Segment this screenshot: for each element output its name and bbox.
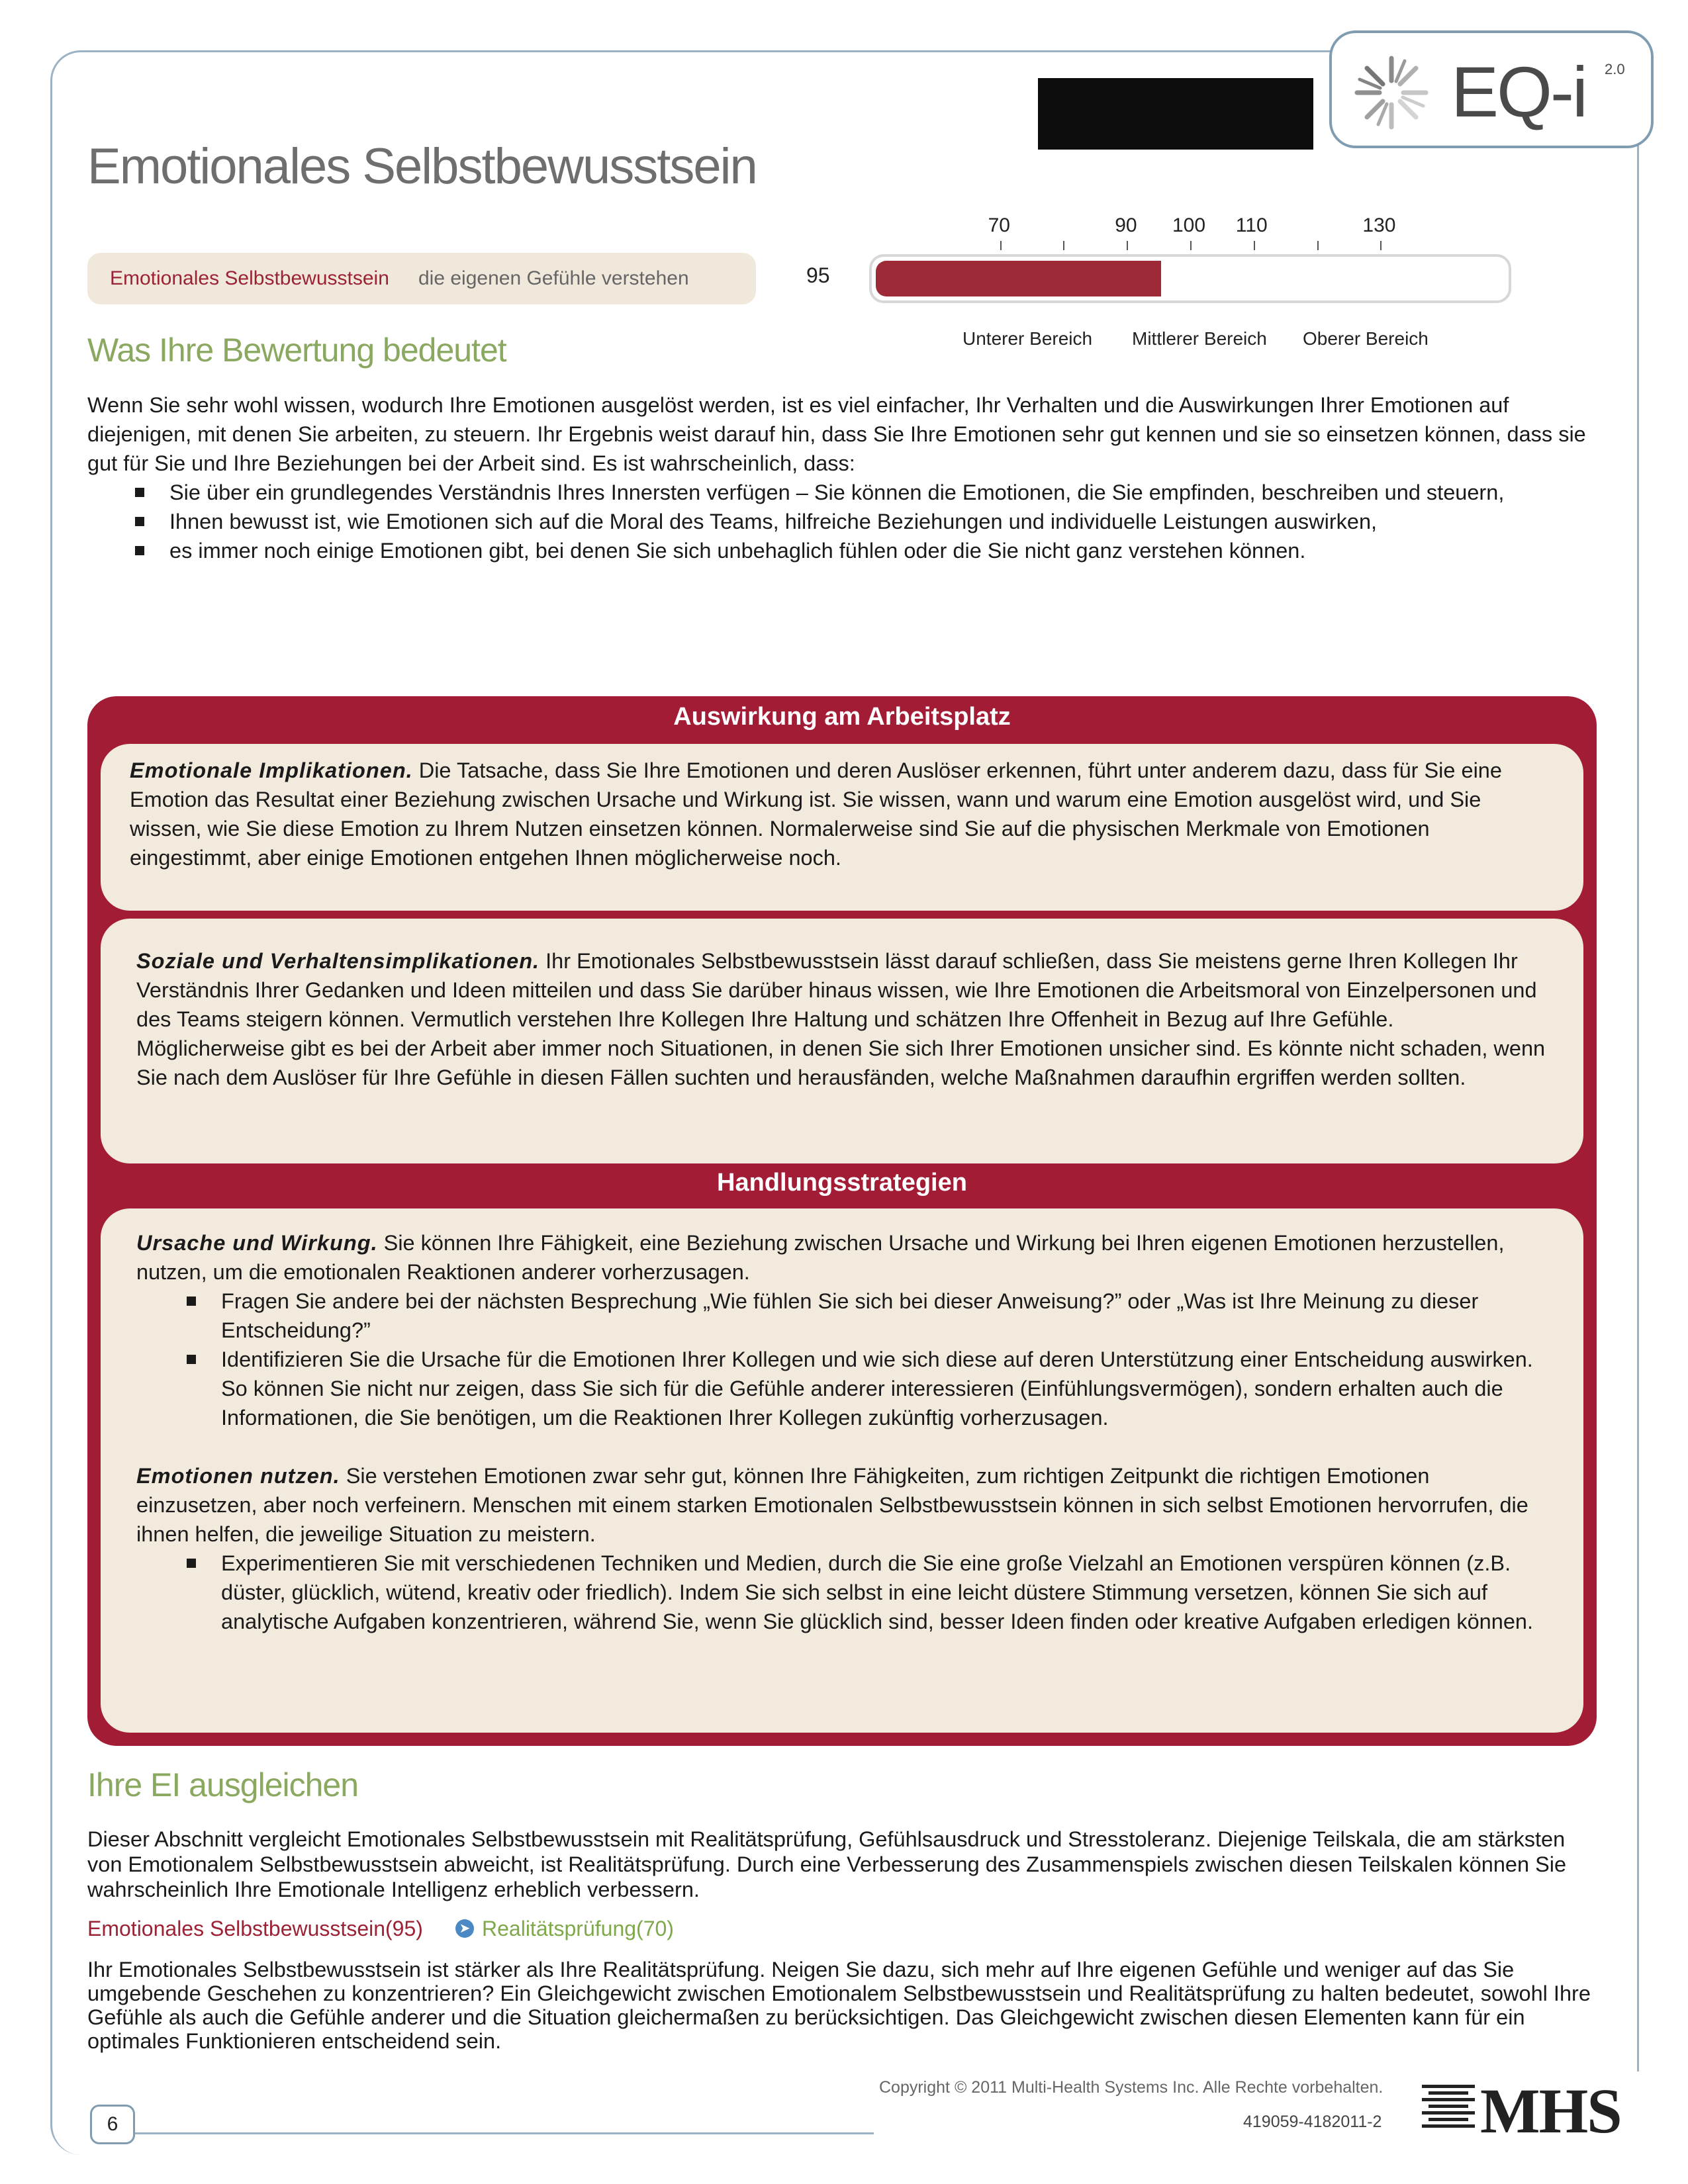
- copyright: Copyright © 2011 Multi-Health Systems Inc. Alle Rechte vorbehalten.: [879, 2078, 1383, 2097]
- score-bar: [869, 254, 1511, 303]
- meaning-bullets: [135, 478, 1591, 565]
- bullet-square-icon: [135, 546, 144, 555]
- subscale-name: Emotionales Selbstbewusstsein: [110, 267, 389, 289]
- bullet-square-icon: [135, 517, 144, 526]
- workplace-panel: [87, 696, 1597, 1746]
- list-item: Fragen Sie andere bei der nächsten Besprechung „Wie fühlen Sie sich bei dieser Anweisung?” oder „Was ist Ihre Meinung zu dieser Entscheidung?”: [187, 1287, 1546, 1345]
- range-upper: Oberer Bereich: [1303, 328, 1429, 349]
- emotional-implications-lead: Emotionale Implikationen.: [130, 758, 413, 782]
- emotional-implications-text: Emotionale Implikationen. Die Tatsache, dass Sie Ihre Emotionen und deren Auslöser erkennen, führt unter anderem dazu, dass für Sie eine Emotion das Resultat einer Beziehung zwischen Ursache und Wirkung ist. Sie wissen, wann und warum eine Emotion ausgelöst wird, und Sie wissen, wie Sie diese Emotion zu Ihrem Nutzen einsetzen können. Normalerweise sind Sie auf die physischen Merkmale von Emotionen eingestimmt, aber einige Emotionen entgehen Ihnen möglicherweise noch.: [130, 758, 1502, 870]
- scale-tick-mark: [1127, 241, 1128, 250]
- scale-tick-mark: [1317, 241, 1319, 250]
- list-item: es immer noch einige Emotionen gibt, bei denen Sie sich unbehaglich fühlen oder die Sie nicht ganz verstehen können.: [135, 536, 1591, 565]
- mhs-logo: [1422, 2075, 1640, 2146]
- scale-tick-mark: [1190, 241, 1192, 250]
- bullet-square-icon: [187, 1559, 196, 1568]
- scale-tick-label: 130: [1362, 214, 1396, 236]
- logo-version: 2.0: [1605, 61, 1625, 77]
- frame-right-edge: [1637, 139, 1639, 2071]
- workplace-heading: Auswirkung am Arbeitsplatz: [673, 703, 1011, 731]
- scale-tick-label: 90: [1115, 214, 1137, 236]
- list-item: Ihnen bewusst ist, wie Emotionen sich auf die Moral des Teams, hilfreiche Beziehungen und individuelle Leistungen auswirken,: [135, 507, 1591, 536]
- range-middle: Mittlerer Bereich: [1132, 328, 1267, 349]
- social-implications-card: [101, 919, 1583, 1163]
- meaning-paragraph: Wenn Sie sehr wohl wissen, wodurch Ihre Emotionen ausgelöst werden, ist es viel einfacher, Ihr Verhalten und die Auswirkungen Ihrer Emotionen auf diejenigen, mit denen Sie arbeiten, zu steuern. Ihr Ergebnis weist darauf hin, dass Sie Ihre Emotionen sehr gut kennen und sie so einsetzen können, dass sie gut für Sie und Ihre Beziehungen bei der Arbeit sind. Es ist wahrscheinlich, dass:: [87, 393, 1586, 475]
- scale-tick-mark: [1000, 241, 1002, 250]
- eqi-logo: [1329, 30, 1654, 148]
- meaning-heading: Was Ihre Bewertung bedeutet: [87, 332, 506, 369]
- scale-tick-mark: [1063, 241, 1064, 250]
- use-emotions-lead: Emotionen nutzen.: [136, 1464, 340, 1488]
- scale-tick-label: 70: [988, 214, 1010, 236]
- subscale-description: die eigenen Gefühle verstehen: [418, 267, 689, 289]
- mhs-emblem-icon: [1422, 2083, 1475, 2131]
- page-number: 6: [90, 2105, 135, 2144]
- redacted-name-block: [1038, 78, 1313, 150]
- bullet-square-icon: [135, 488, 144, 497]
- logo-text: EQ-i: [1451, 52, 1586, 132]
- document-id: 419059-4182011-2: [1243, 2113, 1382, 2131]
- bullet-square-icon: [187, 1297, 196, 1306]
- list-item: Sie über ein grundlegendes Verständnis Ihres Innersten verfügen – Sie können die Emotionen, die Sie empfinden, beschreiben und steuern,: [135, 478, 1591, 507]
- strategies-heading: Handlungsstrategien: [717, 1169, 967, 1197]
- score-value: 95: [806, 263, 830, 287]
- page-title: Emotionales Selbstbewusstsein: [87, 138, 757, 195]
- scale-tick-mark: [1254, 241, 1255, 250]
- subscale-pill: [87, 253, 756, 304]
- compare-self-awareness: Emotionales Selbstbewusstsein(95): [87, 1917, 423, 1940]
- burst-icon: [1352, 53, 1431, 132]
- list-item: Experimentieren Sie mit verschiedenen Techniken und Medien, durch die Sie eine große Vielzahl an Emotionen verspüren können (z.B. düster, glücklich, wütend, kreativ oder friedlich). Indem Sie sich selbst in eine leicht düstere Stimmung versetzen, können Sie sich auf analytische Aufgaben konzentrieren, während Sie, wenn Sie glücklich sind, besser Ideen finden oder kreative Aufgaben erledigen können.: [187, 1549, 1546, 1636]
- score-bar-fill: [876, 261, 1161, 296]
- bullet-square-icon: [187, 1355, 196, 1364]
- balance-paragraph: Ihr Emotionales Selbstbewusstsein ist stärker als Ihre Realitätsprüfung. Neigen Sie dazu, sich mehr auf Ihre eigenen Gefühle und weniger auf das Sie umgebende Geschehen zu konzentrieren? Ein Gleichgewicht zwischen Emotionalem Selbstbewusstsein und Realitätsprüfung zu halten bedeutet, sowohl Ihre Gefühle als auch die Gefühle anderer und die Situation gleichermaßen zu berücksichtigen. Das Gleichgewicht zwischen diesen Elementen kann für ein optimales Funktionieren entscheidend sein.: [87, 1958, 1591, 2053]
- scale-tick-mark: [1380, 241, 1382, 250]
- arrow-right-circle-icon: ➤: [455, 1919, 474, 1938]
- frame-bottom-edge: [126, 2132, 874, 2134]
- balance-heading: Ihre EI ausgleichen: [87, 1766, 359, 1803]
- cause-effect-bullets: [136, 1287, 1546, 1432]
- mhs-logo-text: MHS: [1480, 2075, 1621, 2146]
- strategies-card: [101, 1208, 1583, 1733]
- social-implications-text: Soziale und Verhaltensimplikationen. Ihr Emotionales Selbstbewusstsein lässt darauf schließen, dass Sie meistens gerne Ihren Kollegen Ihr Verständnis Ihrer Gedanken und Ideen mitteilen und dass Sie darüber hinaus wissen, wie Ihre Emotionen die Arbeitsmoral von Einzelpersonen und des Teams steigern können. Vermutlich verstehen Ihre Kollegen Ihre Haltung und schätzen Ihre Offenheit in Bezug auf Ihre Gefühle. Möglicherweise gibt es bei der Arbeit aber immer noch Situationen, in denen Sie sich Ihrer Emotionen unsicher sind. Es könnte nicht schaden, wenn Sie nach dem Auslöser für Ihre Gefühle in diesen Fällen suchten und herausfänden, welche Maßnahmen daraufhin ergriffen werden sollten.: [136, 949, 1546, 1089]
- scale-tick-label: 110: [1235, 214, 1268, 236]
- cause-effect-text: Ursache und Wirkung. Sie können Ihre Fähigkeit, eine Beziehung zwischen Ursache und Wirkung bei Ihren eigenen Emotionen herzustellen, nutzen, um die emotionalen Reaktionen anderer vorherzusagen. Fragen Sie andere bei der nächsten Besprechung „Wie fühlen Sie sich bei dieser Anweisung?” oder „Was ist Ihre Meinung zu dieser Entscheidung?” Identifizieren Sie die Ursache für die Emotionen Ihrer Kollegen und wie sich diese auf deren Unterstützung einer Entscheidung auswirken. So können Sie nicht nur zeigen, dass Sie sich für die Gefühle anderer interessieren (Einfühlungsvermögen), sondern erhalten auch die Informationen, die Sie benötigen, um die Reaktionen Ihrer Kollegen zukünftig vorherzusagen. Emotionen nutzen. Sie verstehen Emotionen zwar sehr gut, können Ihre Fähigkeiten, zum richtigen Zeitpunkt die richtigen Emotionen einzusetzen, aber noch verfeinern. Menschen mit einem starken Emotionalen Selbstbewusstsein können in sich selbst Emotionen hervorrufen, die ihnen helfen, die jeweilige Situation zu meistern. Experimentieren Sie mit verschiedenen Techniken und Medien, durch die Sie eine große Vielzahl an Emotionen verspüren können (z.B. düster, glücklich, wütend, kreativ oder friedlich). Indem Sie sich selbst in eine leicht düstere Stimmung versetzen, können Sie sich auf analytische Aufgaben konzentrieren, während Sie, wenn Sie glücklich sind, besser Ideen finden oder kreative Aufgaben erledigen können.: [136, 1228, 1546, 1636]
- scale-tick-label: 100: [1172, 214, 1206, 236]
- list-item: Identifizieren Sie die Ursache für die Emotionen Ihrer Kollegen und wie sich diese auf deren Unterstützung einer Entscheidung auswirken. So können Sie nicht nur zeigen, dass Sie sich für die Gefühle anderer interessieren (Einfühlungsvermögen), sondern erhalten auch die Informationen, die Sie benötigen, um die Reaktionen Ihrer Kollegen zukünftig vorherzusagen.: [187, 1345, 1546, 1432]
- social-implications-lead: Soziale und Verhaltensimplikationen.: [136, 949, 540, 973]
- balance-intro: Dieser Abschnitt vergleicht Emotionales Selbstbewusstsein mit Realitätsprüfung, Gefühlsausdruck und Stresstoleranz. Diejenige Teilskala, die am stärksten von Emotionalem Selbstbewusstsein abweicht, ist Realitätsprüfung. Durch eine Verbesserung des Zusammenspiels zwischen diesen Teilskalen können Sie wahrscheinlich Ihre Emotionale Intelligenz erheblich verbessern.: [87, 1827, 1567, 1901]
- use-emotions-bullets: [136, 1549, 1546, 1636]
- compare-reality-testing: Realitätsprüfung(70): [482, 1917, 674, 1940]
- range-lower: Unterer Bereich: [962, 328, 1093, 349]
- emotional-implications-card: [101, 744, 1583, 911]
- cause-effect-lead: Ursache und Wirkung.: [136, 1231, 378, 1255]
